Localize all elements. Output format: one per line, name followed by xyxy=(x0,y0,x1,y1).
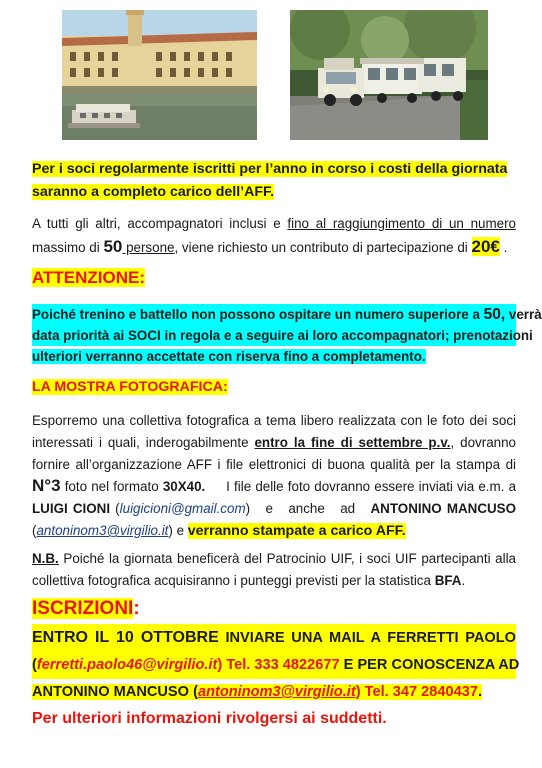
registration-text-1b: INVIARE UNA MAIL A FERRETTI PAOLO xyxy=(218,630,516,646)
attention-text-1: Poiché trenino e battello non possono ospitare un numero superiore a xyxy=(32,307,484,322)
registration-colon: : xyxy=(133,598,140,619)
exhibit-text-6a: ( xyxy=(32,522,37,538)
registration-text-2d: E PER CONOSCENZA AD xyxy=(339,657,520,673)
attention-line-2: data priorità ai SOCI in regola e a seguire ai loro accompagnatori; prenotazioni xyxy=(32,325,516,346)
exhibit-title-text: LA MOSTRA FOTOGRAFICA: xyxy=(32,379,228,395)
attention-capacity: 50, xyxy=(483,306,506,323)
registration-title xyxy=(32,598,516,620)
registration-deadline: ENTRO IL 10 OTTOBRE xyxy=(32,629,219,646)
intro-paragraph xyxy=(32,158,516,204)
registration-period: . xyxy=(477,684,483,700)
attention-title xyxy=(32,268,516,288)
nb-period: . xyxy=(461,572,466,588)
fee-period: . xyxy=(499,240,508,255)
registration-text-3b: ( xyxy=(189,684,198,700)
exhibit-text-5b: ( xyxy=(110,501,120,517)
print-cost-note: verranno stampate a carico AFF. xyxy=(187,522,406,539)
email-link-mancuso[interactable]: antoninom3@virgilio.it xyxy=(36,522,169,538)
photo-count: N°3 xyxy=(32,476,61,496)
attention-text-1b: verrà xyxy=(505,307,542,322)
exhibit-line-5 xyxy=(32,498,516,520)
exhibit-text-4d: I file delle foto dovranno essere inviati via e.m. a xyxy=(205,479,517,495)
bfa-label: BFA xyxy=(434,572,462,588)
intro-line-1: Per i soci regolarmente iscritti per l’anno in corso i costi della giornata xyxy=(32,161,508,177)
photo-palazzo-boat xyxy=(62,10,257,140)
exhibit-text-2a: interessati i quali, inderogabilmente xyxy=(32,434,255,450)
attention-title-text: ATTENZIONE: xyxy=(32,268,146,287)
contribution-fee-text: , viene richiesto un contributo di partecipazione di xyxy=(174,240,472,255)
exhibit-paragraph xyxy=(32,410,516,543)
registration-line-2 xyxy=(32,652,520,679)
max-persons-number: 50 xyxy=(103,237,123,256)
contribution-text: A tutti gli altri, accompagnatori inclusi e xyxy=(32,216,288,231)
contact-name-mancuso: ANTONINO MANCUSO xyxy=(370,501,517,517)
email-link-mancuso-2[interactable]: antoninom3@virgilio.it xyxy=(197,684,356,700)
attention-paragraph xyxy=(32,304,542,367)
registration-line-3 xyxy=(32,679,516,706)
nb-text-2: collettiva fotografica acquisiranno i punteggi previsti per la statistica xyxy=(32,572,435,588)
contribution-paragraph xyxy=(32,212,516,259)
nb-line-1 xyxy=(32,548,516,570)
exhibit-line-6 xyxy=(32,520,516,543)
exhibit-text-5d: ) e anche ad xyxy=(245,501,371,517)
registration-title-text: ISCRIZIONI xyxy=(32,598,134,619)
palazzo-boat-illustration xyxy=(62,10,257,140)
nb-label: N.B. xyxy=(32,551,59,566)
nb-paragraph xyxy=(32,548,516,592)
email-link-cioni[interactable]: luigicioni@gmail.com xyxy=(119,501,246,517)
fee-amount: 20€ xyxy=(471,237,500,256)
exhibit-text-4b: foto nel formato xyxy=(60,479,163,495)
registration-contact-mancuso: ANTONINO MANCUSO xyxy=(32,684,190,700)
contact-name-cioni: LUIGI CIONI xyxy=(32,501,111,517)
exhibit-text-6c: ) e xyxy=(168,522,188,538)
photo-format: 30X40. xyxy=(162,479,206,495)
exhibit-line-1: Esporremo una collettiva fotografica a tema libero realizzata con le foto dei soci xyxy=(32,413,516,428)
exhibit-line-2 xyxy=(32,432,516,454)
exhibit-deadline: entro la fine di settembre p.v. xyxy=(254,434,451,450)
contribution-limit-text: fino al raggiungimento di un numero xyxy=(287,216,516,231)
photo-tourist-train xyxy=(290,10,488,140)
persons-text: persone xyxy=(122,240,175,255)
phone-mancuso: ) Tel. 347 2840437 xyxy=(355,684,478,700)
registration-text-2a: ( xyxy=(32,657,37,673)
registration-line-1 xyxy=(32,624,516,652)
contribution-line-1 xyxy=(32,212,516,235)
contribution-line-2 xyxy=(32,235,516,259)
nb-line-2 xyxy=(32,570,516,592)
attention-line-3 xyxy=(32,346,516,367)
contribution-max-text: massimo di xyxy=(32,240,104,255)
exhibit-line-3: fornire all’organizzazione AFF i file elettronici di buona qualità per la stampa di xyxy=(32,456,516,472)
exhibit-title xyxy=(32,379,516,395)
registration-paragraph xyxy=(32,624,520,706)
attention-line-1 xyxy=(32,304,542,325)
intro-line-2: saranno a completo carico dell’AFF. xyxy=(32,184,275,200)
attention-text-3: ulteriori verranno accettate con riserva fino a completamento. xyxy=(32,349,426,364)
email-link-ferretti[interactable]: ferretti.paolo46@virgilio.it xyxy=(36,657,218,673)
tourist-train-illustration xyxy=(290,10,488,140)
phone-ferretti: ) Tel. 333 4822677 xyxy=(217,657,340,673)
nb-text-1: Poiché la giornata beneficerà del Patrocinio UIF, i soci UIF partecipanti alla xyxy=(58,551,516,566)
exhibit-text-2c: , dovranno xyxy=(450,434,516,450)
footer-note: Per ulteriori informazioni rivolgersi ai suddetti. xyxy=(32,710,387,727)
exhibit-line-4 xyxy=(32,475,516,498)
